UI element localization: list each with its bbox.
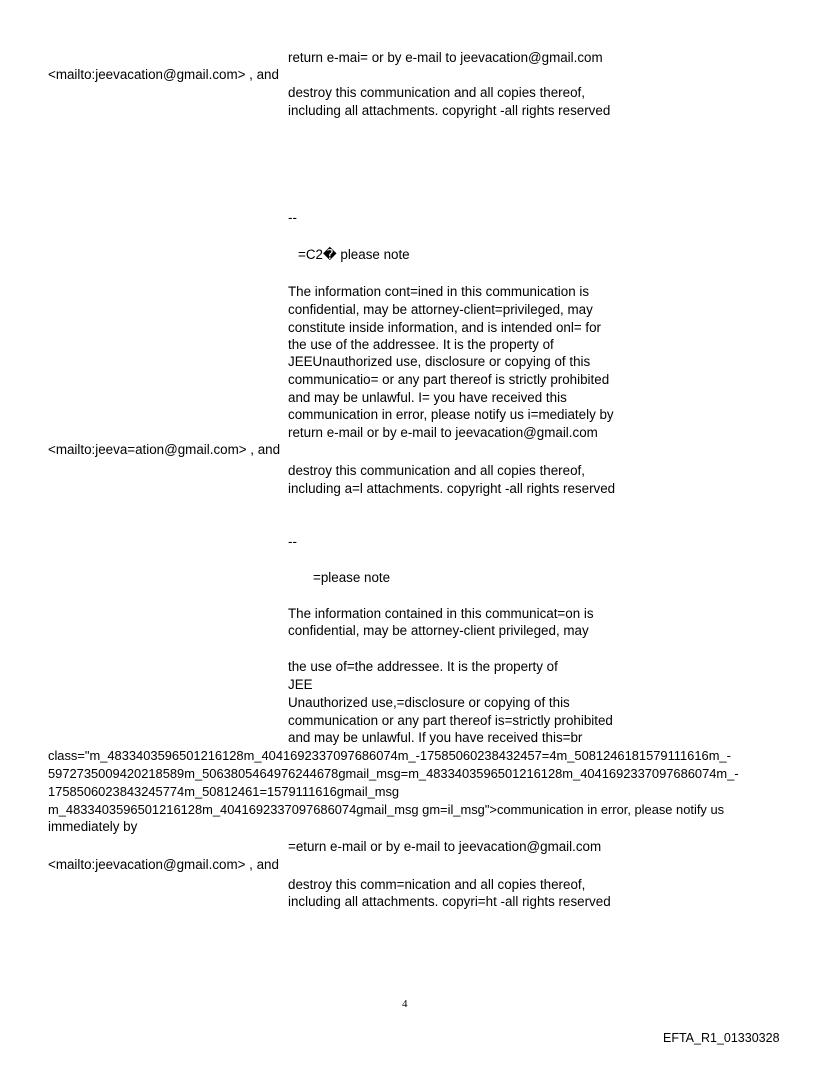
text-line: The information cont=ined in this communication is [288, 284, 590, 299]
wrap-line: class="m_4833403596501216128m_4041692337097686074m_-17585060238432457=4m_5081246181579111616m_- [48, 748, 731, 763]
wrap-line: 1758506023843245774m_50812461=1579111616gmail_msg [48, 784, 400, 799]
text-line: JEE [288, 677, 313, 692]
text-line: communication in error, please notify us i=mediately by [288, 407, 614, 422]
please-note-heading: =please note [313, 570, 391, 585]
text-line: destroy this comm=nication and all copies thereof, [288, 877, 586, 892]
page-number: 4 [402, 998, 408, 1010]
text-line: including a=l attachments. copyright -all rights reserved [288, 481, 616, 496]
mailto-line: <mailto:jeeva=ation@gmail.com> , and [48, 442, 281, 457]
separator: -- [288, 534, 297, 549]
text-line: The information contained in this communicat=on is [288, 606, 594, 621]
separator: -- [288, 210, 297, 225]
text-line: the use of the addressee. It is the property of [288, 337, 554, 352]
document-id: EFTA_R1_01330328 [663, 1031, 780, 1045]
text-line: return e-mail or by e-mail to jeevacation@gmail.com [288, 425, 598, 440]
text-line: =eturn e-mail or by e-mail to jeevacation@gmail.com [288, 839, 602, 854]
text-line: destroy this communication and all copies thereof, [288, 85, 585, 100]
text-line: and may be unlawful. I= you have received this [288, 390, 567, 405]
text-line: return e-mai= or by e-mail to jeevacation@gmail.com [288, 50, 603, 65]
text-line: Unauthorized use,=disclosure or copying of this [288, 695, 570, 710]
text-line: destroy this communication and all copies thereof, [288, 463, 585, 478]
wrap-line: m_4833403596501216128m_4041692337097686074gmail_msg gm=il_msg">communication in error, please notify us [48, 802, 725, 817]
text-line: confidential, may be attorney-client privileged, may [288, 623, 589, 638]
text-line: communicatio= or any part thereof is strictly prohibited [288, 372, 610, 387]
wrap-line: immediately by [48, 819, 138, 834]
text-line: the use of=the addressee. It is the property of [288, 659, 558, 674]
text-line: and may be unlawful. If you have received this=br [288, 730, 583, 745]
mailto-line: <mailto:jeevacation@gmail.com> , and [48, 67, 279, 82]
please-note-heading: =C2� please note [298, 247, 410, 262]
text-line: JEEUnauthorized use, disclosure or copying of this [288, 354, 591, 369]
text-line: confidential, may be attorney-client=privileged, may [288, 302, 593, 317]
wrap-line: 5972735009420218589m_5063805464976244678gmail_msg=m_4833403596501216128m_4041692337097686074m_- [48, 766, 739, 781]
text-line: communication or any part thereof is=strictly prohibited [288, 713, 613, 728]
mailto-line: <mailto:jeevacation@gmail.com> , and [48, 857, 279, 872]
text-line: including all attachments. copyright -all rights reserved [288, 103, 611, 118]
text-line: constitute inside information, and is intended onl= for [288, 320, 602, 335]
text-line: including all attachments. copyri=ht -all rights reserved [288, 894, 611, 909]
